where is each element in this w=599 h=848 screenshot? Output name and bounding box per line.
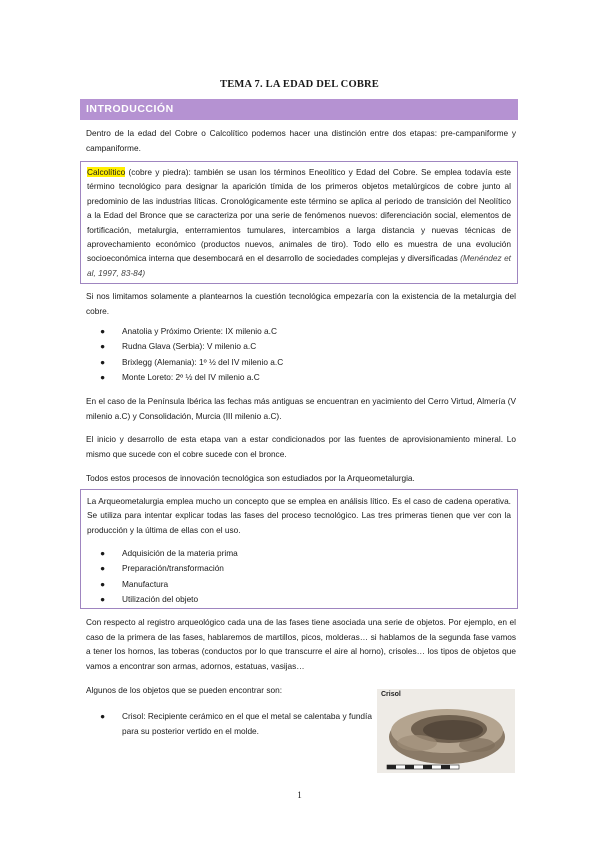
bullet-icon: ● <box>100 326 106 336</box>
highlighted-term: Calcolítico <box>87 167 126 177</box>
bullet-icon: ● <box>100 578 106 589</box>
crucible-photo <box>377 689 515 773</box>
intro-paragraph: Dentro de la edad del Cobre o Calcolítico podemos hacer una distinción entre dos etapas: pre-campaniforme y campaniforme. <box>86 128 516 153</box>
phases-list <box>100 546 238 608</box>
definition-body: (cobre y piedra): también se usan los términos Eneolítico y Edad del Cobre. Se emplea todavía este término tecnológico para designar la aparición tímida de los primeros objetos metalúrgicos de cobre junto al predominio de las industrias líticas. Cronológicamente este término se aplica al periodo de transición del Neolítico a la Edad del Bronce que se caracteriza por una serie de fenómenos nuevos: diferenciación social, elementos de fortificación, metalurgia, enterramientos tumulares, intercambios a larga distancia y nuevas técnicas de aprovechamiento económico (productos nuevos, animales de tiro). Todo ello es muestra de una evolución socioeconómica interna que desembocará en el desarrollo de sociedades complejas y diversificadas <box>87 167 511 264</box>
paragraph-record: Con respecto al registro arqueológico cada una de las fases tiene asociada una serie de objetos. Por ejemplo, en el caso de la primera de las fases, hablaremos de martillos, picos, molderas… si hablamos de la segunda fase vamos a tener los hornos, las toberas (conductos por lo que transcurre el aire al horno), crisoles… los tipos de objetos que vamos a encontrar son armas, adornos, estatuas, vasijas… <box>86 617 516 671</box>
photo-label: Crisol <box>381 691 401 698</box>
objects-list <box>100 709 372 738</box>
bullet-icon: ● <box>100 594 106 605</box>
section-heading: INTRODUCCIÓN <box>80 99 518 120</box>
bullet-icon: ● <box>100 341 106 352</box>
paragraph-archaeometallurgy: Todos estos procesos de innovación tecnológica son estudiados por la Arqueometalurgia. <box>86 473 415 483</box>
citation: (Menéndez et al, 1997, 83-84) <box>87 253 511 278</box>
list-item: ● Preparación/transformación <box>100 561 238 576</box>
bullet-icon: ● <box>100 711 106 721</box>
paragraph-sources: El inicio y desarrollo de esta etapa van a estar condicionados por las fuentes de aprovisionamiento mineral. Lo mismo que sucede con el cobre sucede con el bronce. <box>86 434 516 459</box>
page-number: 1 <box>297 790 302 800</box>
list-item: ● Adquisición de la materia prima <box>100 546 238 561</box>
list-item: ● Crisol: Recipiente cerámico en el que el metal se calentaba y fundía para su posterior vertido en el molde. <box>100 711 372 736</box>
bullet-icon: ● <box>100 372 106 383</box>
paragraph-objects: Algunos de los objetos que se pueden encontrar son: <box>86 685 283 695</box>
bullet-icon: ● <box>100 548 106 558</box>
list-item: ● Monte Loreto: 2º ½ del IV milenio a.C <box>100 370 283 385</box>
paragraph-metallurgy: Si nos limitamos solamente a plantearnos la cuestión tecnológica empezaría con la existencia de la metalurgia del cobre. <box>86 291 516 316</box>
chain-text: La Arqueometalurgia emplea mucho un concepto que se emplea en análisis lítico. Es el caso de cadena operativa. Se utiliza para intentar explicar todas las fases del proceso tecnológico. Las tres primeras tienen que ver con la producción y la última de ellas con el uso. <box>87 496 511 535</box>
paragraph-iberia: En el caso de la Península Ibérica las fechas más antiguas se encuentran en yacimiento del Cerro Virtud, Almería (V milenio a.C) y Consolidación, Murcia (III milenio a.C). <box>86 396 516 421</box>
list-item: ● Brixlegg (Alemania): 1º ½ del IV milenio a.C <box>100 355 283 370</box>
bullet-icon: ● <box>100 356 106 367</box>
list-item: ● Rudna Glava (Serbia): V milenio a.C <box>100 339 283 354</box>
definition-text <box>81 162 517 280</box>
sites-list <box>100 324 283 386</box>
crucible-image <box>377 689 515 773</box>
definition-box <box>80 161 518 284</box>
bullet-icon: ● <box>100 563 106 574</box>
list-item: ● Utilización del objeto <box>100 592 238 607</box>
list-item: ● Anatolia y Próximo Oriente: IX milenio a.C <box>100 324 283 339</box>
list-item: ● Manufactura <box>100 577 238 592</box>
document-title: TEMA 7. LA EDAD DEL COBRE <box>219 79 380 90</box>
